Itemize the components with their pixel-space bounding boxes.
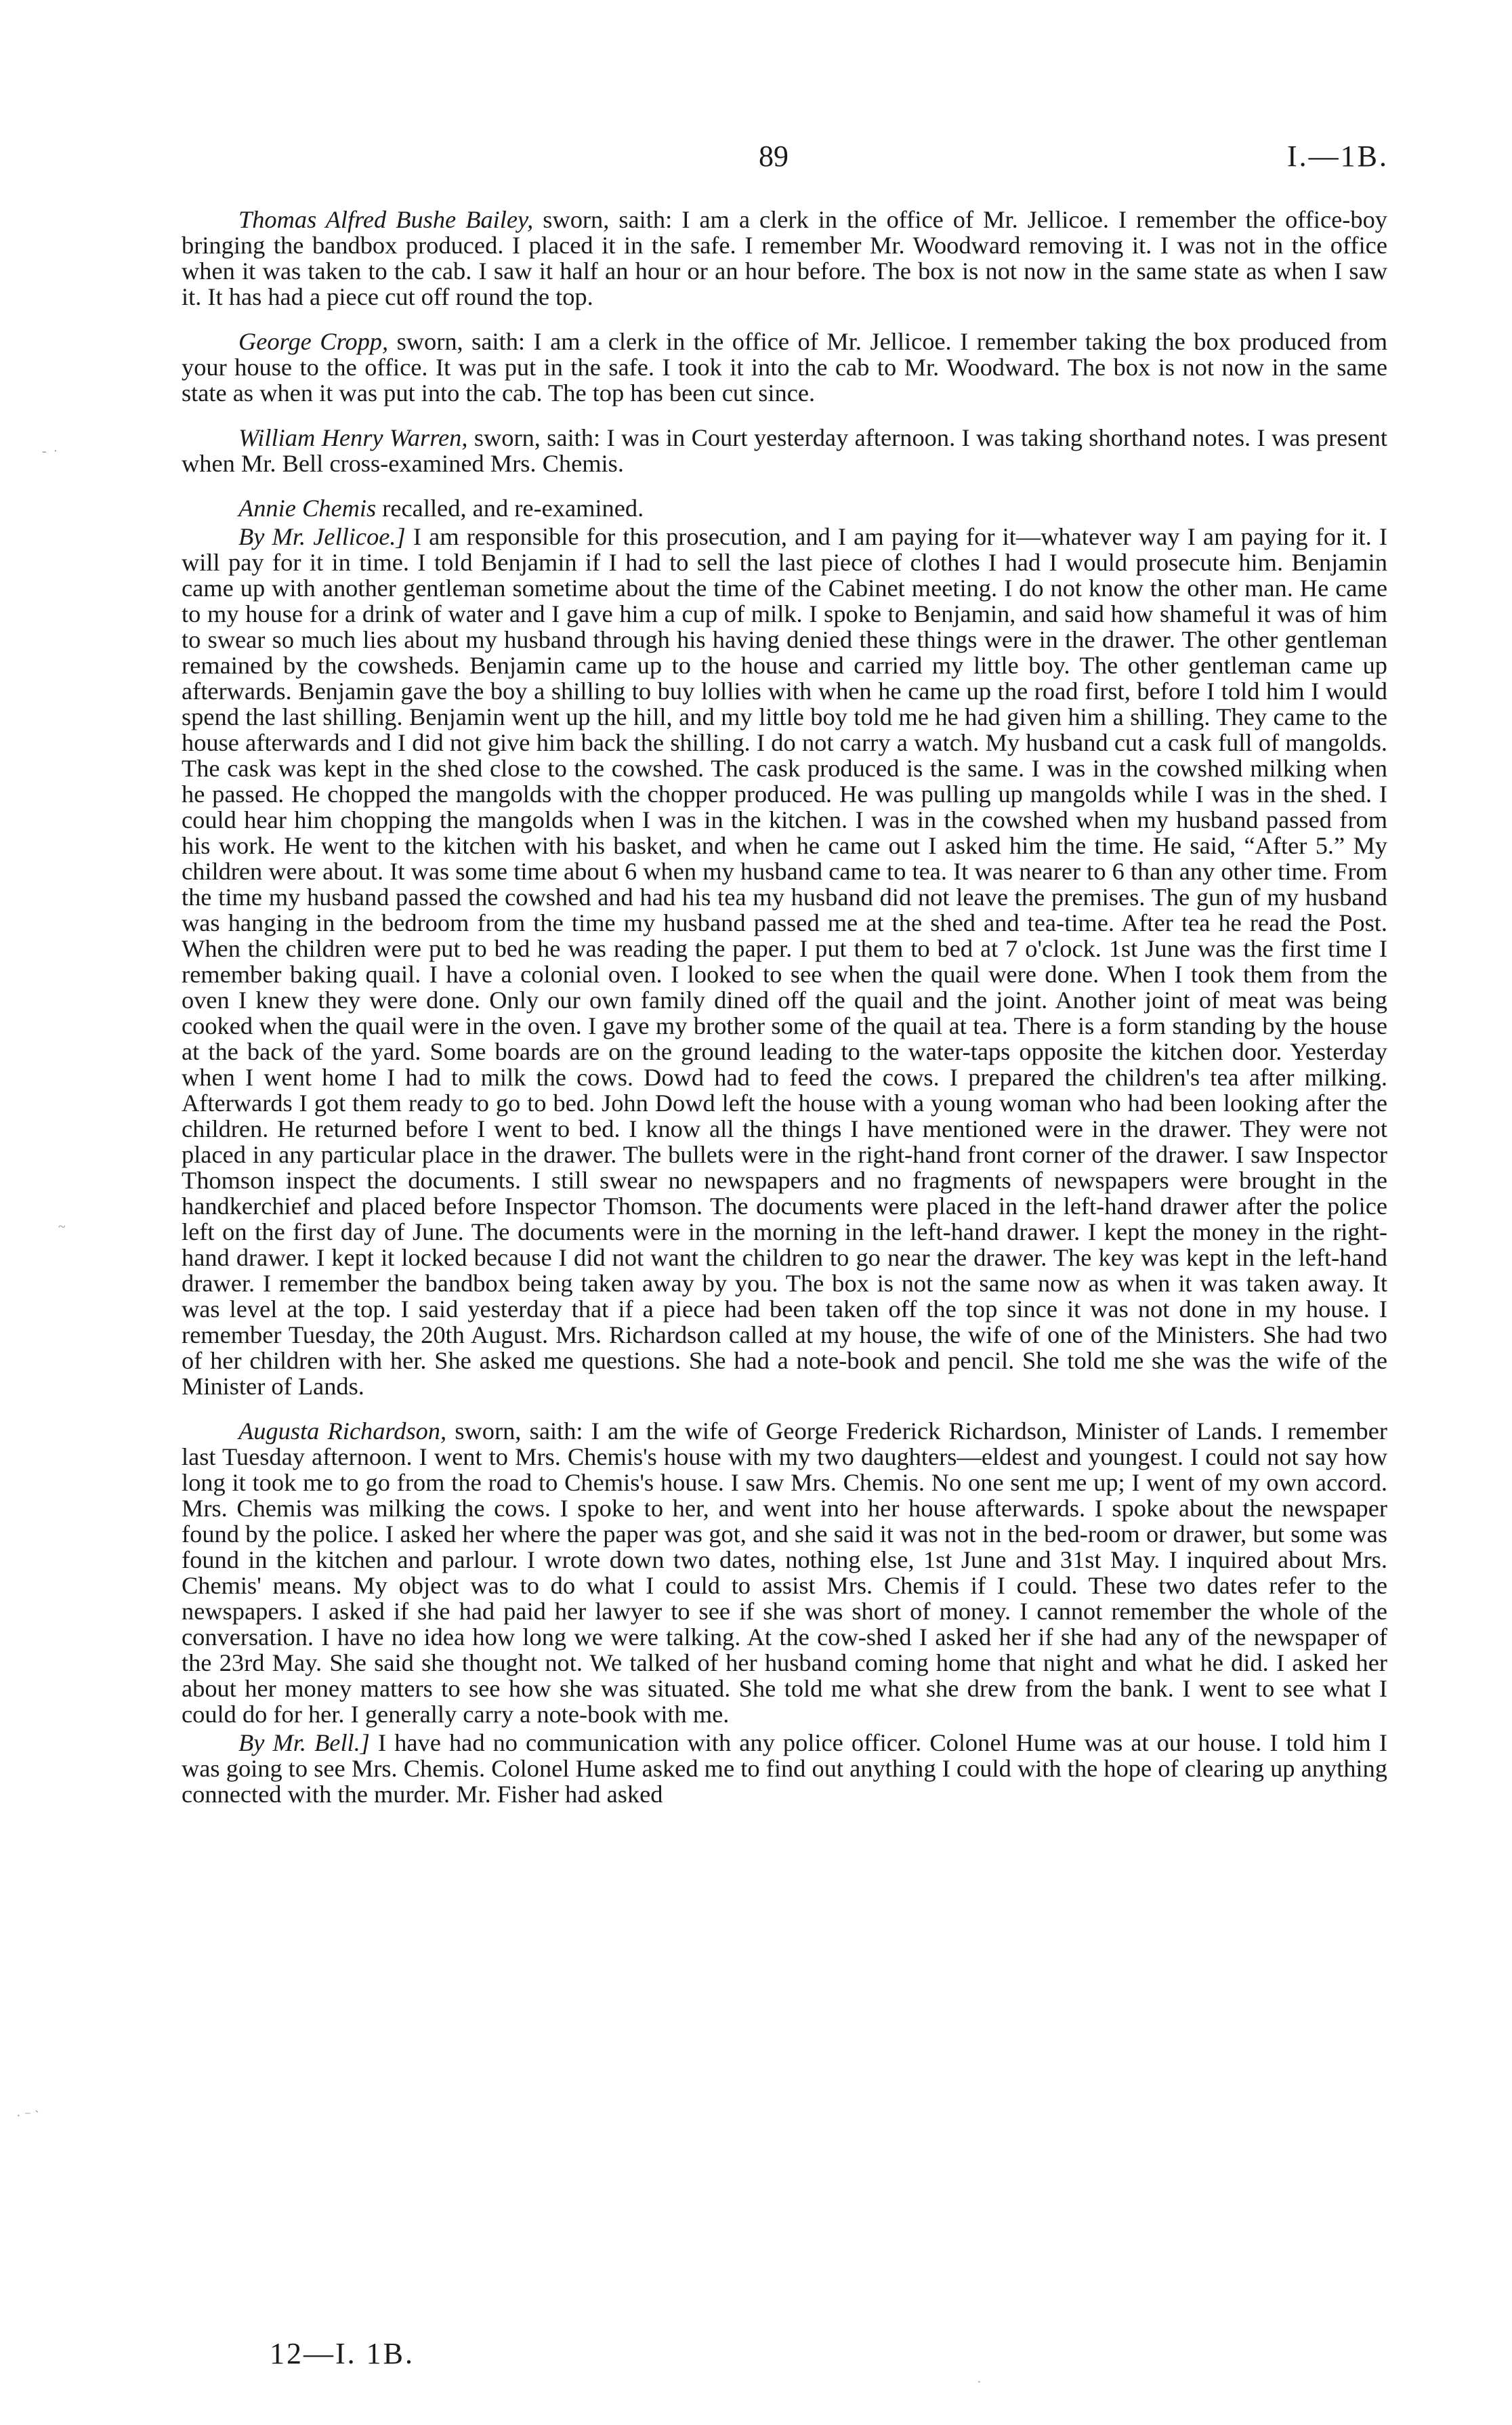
witness-name: George Cropp, <box>238 328 389 355</box>
scan-mark: · ⁻ ` <box>16 2109 39 2123</box>
paragraph <box>182 207 1387 310</box>
scan-mark: - · <box>42 444 58 459</box>
witness-name: Augusta Richardson, <box>238 1417 447 1445</box>
paragraph-text: recalled, and re-examined. <box>376 495 644 522</box>
scan-mark: ~ <box>58 1220 66 1235</box>
document-body <box>182 207 1387 1807</box>
paragraph-text: sworn, saith: I was in Court yesterday afternoon. I was taking shorthand notes. I was present when Mr. Bell cross-examined Mrs. Chemis. <box>182 424 1387 477</box>
witness-name: William Henry Warren, <box>238 424 468 451</box>
examiner-name: By Mr. Bell.] <box>238 1729 370 1756</box>
paragraph-text: sworn, saith: I am a clerk in the office of Mr. Jellicoe. I remember the office-boy bringing the bandbox produced. I placed it in the safe. I remember Mr. Woodward removing it. I was not in the office when it was taken to the cab. I saw it half an hour or an hour before. The box is not now in the same state as when I saw it. It has had a piece cut off round the top. <box>182 206 1388 310</box>
paragraph-text: sworn, saith: I am a clerk in the office of Mr. Jellicoe. I remember taking the box produced from your house to the office. It was put in the safe. I took it into the cab to Mr. Woodward. The box is not now in the same state as when it was put into the cab. The top has been cut since. <box>182 328 1388 407</box>
page-reference: I.—1B. <box>1287 140 1389 173</box>
scan-mark: · <box>977 2375 982 2390</box>
paragraph-text: I have had no communication with any police officer. Colonel Hume was at our house. I told him I was going to see Mrs. Chemis. Colonel Hume asked me to find out anything I could with the hope of clearing up anything connected with the murder. Mr. Fisher had asked <box>182 1729 1387 1808</box>
witness-name: Annie Chemis <box>238 495 377 522</box>
paragraph <box>182 1730 1387 1807</box>
paragraph <box>182 495 1387 521</box>
witness-name: Thomas Alfred Bushe Bailey, <box>238 206 534 233</box>
page-number: 89 <box>759 140 789 173</box>
paragraph <box>182 425 1387 476</box>
paragraph-text: I am responsible for this prosecution, and I am paying for it—whatever way I am paying for it. I will pay for it in time. I told Benjamin if I had to sell the last piece of clothes I had I would prosecute him. Benjamin came up with another gentleman sometime about the time of the Cabinet meeting. I do not know the other man. He came to my house for a drink of water and I gave him a cup of milk. I spoke to Benjamin, and said how shameful it was of him to swear so much lies about my husband through his having denied these things were in the drawer. The other gentleman remained by the cowsheds. Benjamin came up to the house and carried my little boy. The other gentleman came up afterwards. Benjamin gave the boy a shilling to buy lollies with when he came up the road first, before I told him I would spend the last shilling. Benjamin went up the hill, and my little boy told me he had given him a shilling. They came to the house afterwards and I did not give him back the shilling. I do not carry a watch. My husband cut a cask full of mangolds. The cask was kept in the shed close to the cowshed. The cask produced is the same. I was in the cowshed milking when he passed. He chopped the mangolds with the chopper produced. He was pulling up mangolds while I was in the shed. I could hear him chopping the mangolds when I was in the kitchen. I was in the cowshed when my husband passed from his work. He went to the kitchen with his basket, and when he came out I asked him the time. He said, “After 5.” My children were about. It was some time about 6 when my husband came to tea. It was nearer to 6 than any other time. From the time my husband passed the cowshed and had his tea my husband did not leave the premises. The gun of my husband was hanging in the bedroom from the time my husband passed me at the shed and tea-time. After tea he read the Post. When the children were put to bed he was reading the paper. I put them to bed at 7 o'clock. 1st June was the first time I remember baking quail. I have a colonial oven. I looked to see when the quail were done. When I took them from the oven I knew they were done. Only our own family dined off the quail and the joint. Another joint of meat was being cooked when the quail were in the oven. I gave my brother some of the quail at tea. There is a form standing by the house at the back of the yard. Some boards are on the ground leading to the water-taps opposite the kitchen door. Yesterday when I went home I had to milk the cows. Dowd had to feed the cows. I prepared the children's tea after milking. Afterwards I got them ready to go to bed. John Dowd left the house with a young woman who had been looking after the children. He returned before I went to bed. I know all the things I have mentioned were in the drawer. They were not placed in any particular place in the drawer. The bullets were in the right-hand front corner of the drawer. I saw Inspector Thomson inspect the documents. I still swear no newspapers and no fragments of newspapers were brought in the handkerchief and placed before Inspector Thomson. The documents were placed in the left-hand drawer after the police left on the first day of June. The documents were in the morning in the left-hand drawer. I kept the money in the right-hand drawer. I kept it locked because I did not want the children to go near the drawer. The key was kept in the left-hand drawer. I remember the bandbox being taken away by you. The box is not the same now as when it was taken away. It was level at the top. I said yesterday that if a piece had been taken off the top since it was not done in my house. I remember Tuesday, the 20th August. Mrs. Richardson called at my house, the wife of one of the Ministers. She had two of her children with her. She asked me questions. She had a note-book and pencil. She told me she was the wife of the Minister of Lands. <box>182 523 1388 1400</box>
paragraph <box>182 1418 1387 1727</box>
paragraph-text: sworn, saith: I am the wife of George Frederick Richardson, Minister of Lands. I remember last Tuesday afternoon. I went to Mrs. Chemis's house with my two daughters—eldest and youngest. I could not say how long it took me to go from the road to Chemis's house. I saw Mrs. Chemis. No one sent me up; I went of my own accord. Mrs. Chemis was milking the cows. I spoke to her, and went into her house afterwards. I spoke about the newspaper found by the police. I asked her where the paper was got, and she said it was not in the bed-room or drawer, but some was found in the kitchen and parlour. I wrote down two dates, nothing else, 1st June and 31st May. I inquired about Mrs. Chemis' means. My object was to do what I could to assist Mrs. Chemis if I could. These two dates refer to the newspapers. I asked if she had paid her lawyer to see if she was short of money. I cannot remember the whole of the conversation. I have no idea how long we were talking. At the cow-shed I asked her if she had any of the newspaper of the 23rd May. She said she thought not. We talked of her husband coming home that night and what he did. I asked her about her money matters to see how she was situated. She told me what she drew from the bank. I went to see what I could do for her. I generally carry a note-book with me. <box>182 1417 1387 1728</box>
paragraph <box>182 524 1387 1399</box>
examiner-name: By Mr. Jellicoe.] <box>238 523 406 550</box>
paragraph <box>182 329 1387 406</box>
page-signature: 12—I. 1B. <box>270 2337 415 2370</box>
